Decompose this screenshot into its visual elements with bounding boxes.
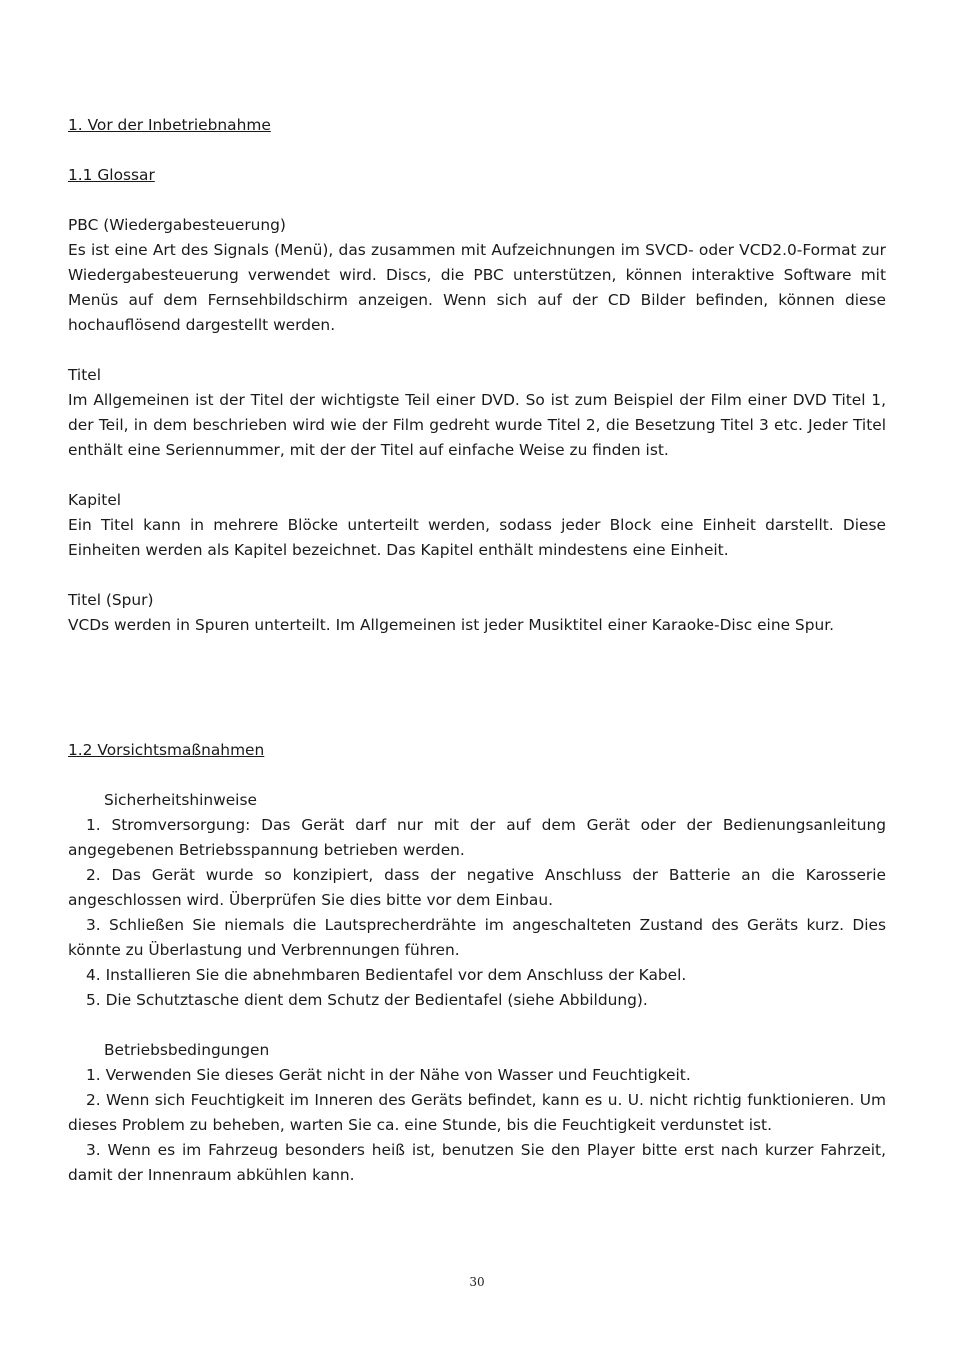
chapter-heading: 1. Vor der Inbetriebnahme bbox=[68, 116, 271, 134]
operating-item: 3. Wenn es im Fahrzeug besonders heiß ist, benutzen Sie den Player bitte erst nach kurzer Fahrzeit, damit der Innenraum abkühlen kann. bbox=[68, 1141, 886, 1184]
safety-item: 5. Die Schutztasche dient dem Schutz der Bedientafel (siehe Abbildung). bbox=[86, 991, 648, 1009]
glossary-term: Titel bbox=[68, 366, 101, 384]
spacer bbox=[68, 338, 886, 363]
safety-heading: Sicherheitshinweise bbox=[104, 791, 257, 809]
glossary-definition: Im Allgemeinen ist der Titel der wichtigste Teil einer DVD. So ist zum Beispiel der Film einer DVD Titel 1, der Teil, in dem beschrieben wird wie der Film gedreht wurde Titel 2, die Besetzung Titel 3 etc. Jeder Titel enthält eine Seriennummer, mit der der Titel auf einfache Weise zu finden ist. bbox=[68, 391, 886, 459]
glossary-term: Kapitel bbox=[68, 491, 122, 509]
glossary-term: Titel (Spur) bbox=[68, 591, 154, 609]
spacer bbox=[68, 188, 886, 213]
glossary-entry-kapitel bbox=[68, 488, 886, 563]
safety-item: 4. Installieren Sie die abnehmbaren Bedientafel vor dem Anschluss der Kabel. bbox=[86, 966, 687, 984]
spacer bbox=[68, 713, 886, 738]
operating-item: 1. Verwenden Sie dieses Gerät nicht in der Nähe von Wasser und Feuchtigkeit. bbox=[86, 1066, 691, 1084]
document-page bbox=[68, 113, 886, 1188]
safety-item: 1. Stromversorgung: Das Gerät darf nur mit der auf dem Gerät oder der Bedienungsanleitung angegebenen Betriebsspannung betrieben werden. bbox=[68, 816, 886, 859]
spacer bbox=[68, 138, 886, 163]
glossary-entry-spur bbox=[68, 588, 886, 638]
glossary-definition: Es ist eine Art des Signals (Menü), das zusammen mit Aufzeichnungen im SVCD- oder VCD2.0-Format zur Wiedergabesteuerung verwendet wird. Discs, die PBC unterstützen, können interaktive Software mit Menüs auf dem Fernsehbildschirm anzeigen. Wenn sich auf der CD Bilder befinden, können diese hochauflösend dargestellt werden. bbox=[68, 241, 886, 334]
operating-item: 2. Wenn sich Feuchtigkeit im Inneren des Geräts befindet, kann es u. U. nicht richtig funktionieren. Um dieses Problem zu beheben, warten Sie ca. eine Stunde, bis die Feuchtigkeit verdunstet ist. bbox=[68, 1091, 886, 1134]
glossary-entry-pbc bbox=[68, 213, 886, 338]
glossary-heading: 1.1 Glossar bbox=[68, 166, 155, 184]
glossary-definition: VCDs werden in Spuren unterteilt. Im Allgemeinen ist jeder Musiktitel einer Karaoke-Disc eine Spur. bbox=[68, 616, 835, 634]
spacer bbox=[68, 763, 886, 788]
glossary-term: PBC (Wiedergabesteuerung) bbox=[68, 216, 286, 234]
safety-item: 3. Schließen Sie niemals die Lautsprecherdrähte im angeschalteten Zustand des Geräts kurz. Dies könnte zu Überlastung und Verbrennungen führen. bbox=[68, 916, 886, 959]
glossary-entry-titel bbox=[68, 363, 886, 463]
spacer bbox=[68, 463, 886, 488]
page-number: 30 bbox=[469, 1275, 485, 1289]
operating-heading: Betriebsbedingungen bbox=[104, 1041, 270, 1059]
spacer bbox=[68, 1013, 886, 1038]
precautions-heading: 1.2 Vorsichtsmaßnahmen bbox=[68, 741, 265, 759]
spacer bbox=[68, 563, 886, 588]
spacer bbox=[68, 638, 886, 713]
glossary-definition: Ein Titel kann in mehrere Blöcke unterteilt werden, sodass jeder Block eine Einheit darstellt. Diese Einheiten werden als Kapitel bezeichnet. Das Kapitel enthält mindestens eine Einheit. bbox=[68, 516, 886, 559]
safety-item: 2. Das Gerät wurde so konzipiert, dass der negative Anschluss der Batterie an die Karosserie angeschlossen wird. Überprüfen Sie dies bitte vor dem Einbau. bbox=[68, 866, 886, 909]
